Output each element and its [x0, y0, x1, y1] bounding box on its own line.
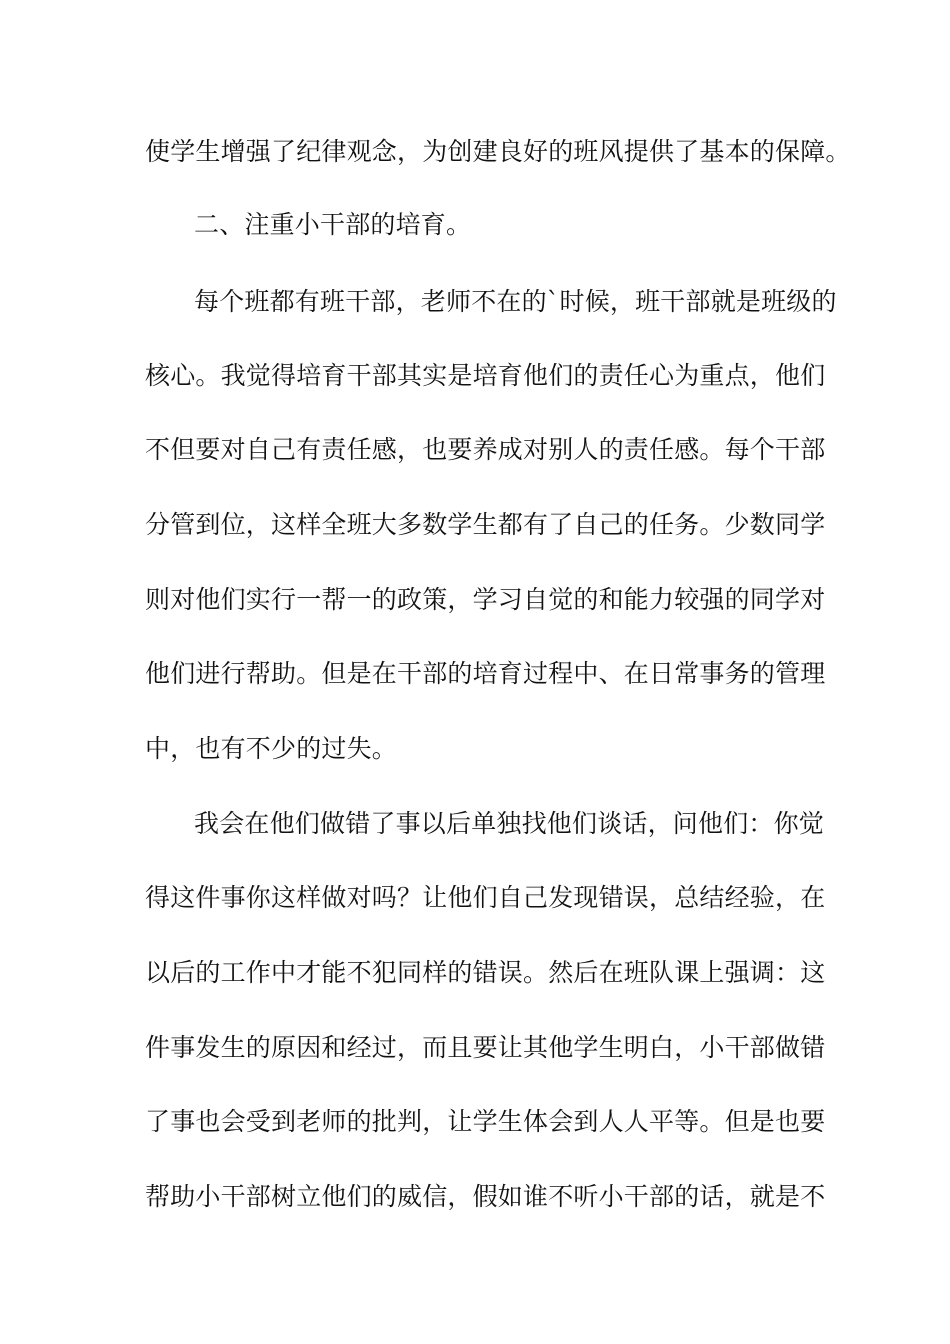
text-line-14: 了事也会受到老师的批判，让学生体会到人人平等。但是也要	[145, 1107, 826, 1136]
text-line-3: 每个班都有班干部，老师不在的`时候，班干部就是班级的	[194, 287, 837, 316]
text-line-8: 他们进行帮助。但是在干部的培育过程中、在日常事务的管理	[145, 659, 826, 688]
text-line-7: 则对他们实行一帮一的政策，学习自觉的和能力较强的同学对	[145, 585, 826, 614]
text-line-12: 以后的工作中才能不犯同样的错误。然后在班队课上强调：这	[145, 958, 826, 987]
text-line-13: 件事发生的原因和经过，而且要让其他学生明白，小干部做错	[145, 1033, 826, 1062]
text-line-6: 分管到位，这样全班大多数学生都有了自己的任务。少数同学	[145, 510, 826, 539]
text-line-4: 核心。我觉得培育干部其实是培育他们的责任心为重点，他们	[145, 361, 826, 390]
text-line-10: 我会在他们做错了事以后单独找他们谈话，问他们：你觉	[194, 809, 825, 838]
section-heading: 二、注重小干部的培育。	[194, 210, 472, 239]
text-line-11: 得这件事你这样做对吗？让他们自己发现错误，总结经验，在	[145, 883, 826, 912]
text-line-15: 帮助小干部树立他们的威信，假如谁不听小干部的话，就是不	[145, 1182, 826, 1211]
text-line-5: 不但要对自己有责任感，也要养成对别人的责任感。每个干部	[145, 435, 826, 464]
text-line-1: 使学生增强了纪律观念，为创建良好的班风提供了基本的保障。	[145, 137, 851, 166]
text-line-9: 中，也有不少的过失。	[145, 734, 398, 763]
